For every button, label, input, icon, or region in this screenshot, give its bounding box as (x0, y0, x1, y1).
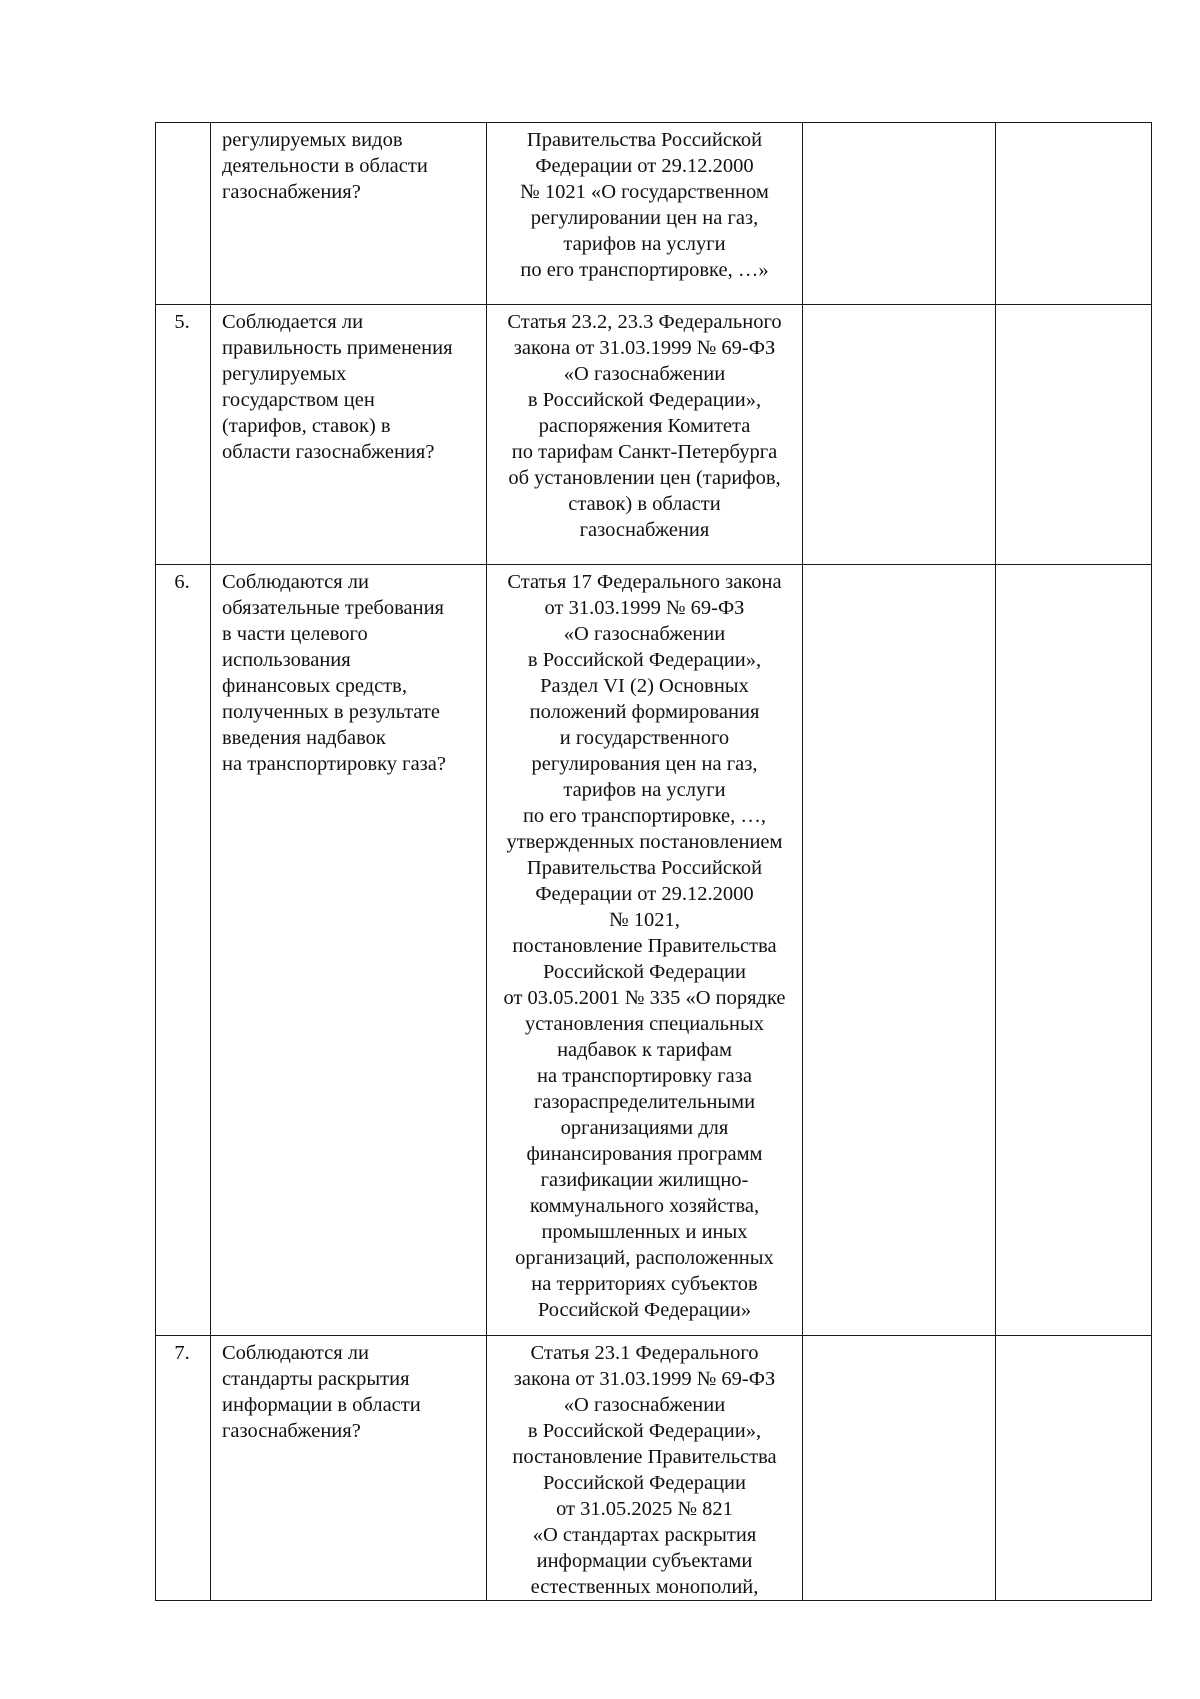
row-number-cell (156, 565, 211, 1336)
question-cell (211, 305, 487, 565)
legal-basis-cell (487, 123, 803, 305)
row-number-cell (156, 1336, 211, 1601)
row-number: 6. (174, 571, 190, 593)
row-number-cell (156, 123, 211, 305)
legal-basis-cell (487, 565, 803, 1336)
note-cell (996, 123, 1152, 305)
answer-cell (803, 565, 996, 1336)
row-number: 7. (174, 1342, 190, 1364)
legal-basis-text: Статья 23.1 Федерального закона от 31.03.1999 № 69-ФЗ «О газоснабжении в Российской Федерации», постановление Правительства Российской Федерации от 31.05.2025 № 821 «О стандартах раскрытия информации субъектами естественных монополий, (512, 1342, 777, 1598)
row-number (156, 123, 210, 127)
table-row (156, 123, 1152, 305)
table-row (156, 1336, 1152, 1601)
question-text: Соблюдается ли правильность применения регулируемых государством цен (тарифов, ставок) в области газоснабжения? (222, 311, 453, 463)
note-cell (996, 565, 1152, 1336)
question-cell (211, 123, 487, 305)
note-cell (996, 1336, 1152, 1601)
answer-cell (803, 305, 996, 565)
question-text: регулируемых видов деятельности в области газоснабжения? (222, 129, 428, 203)
answer-cell (803, 1336, 996, 1601)
row-number: 5. (174, 311, 190, 333)
note-cell (996, 305, 1152, 565)
question-text: Соблюдаются ли стандарты раскрытия информации в области газоснабжения? (222, 1342, 421, 1442)
question-cell (211, 565, 487, 1336)
question-text: Соблюдаются ли обязательные требования в части целевого использования финансовых средств, полученных в результате введения надбавок на транспортировку газа? (222, 571, 446, 775)
row-number-cell (156, 305, 211, 565)
legal-basis-cell (487, 1336, 803, 1601)
legal-basis-cell (487, 305, 803, 565)
table-row (156, 565, 1152, 1336)
question-cell (211, 1336, 487, 1601)
legal-basis-text: Статья 17 Федерального закона от 31.03.1999 № 69-ФЗ «О газоснабжении в Российской Федерации», Раздел VI (2) Основных положений формирования и государственного регулирования цен на газ, тарифов на услуги по его транспортировке, …, утвержденных постановлением Правительства Российской Федерации от 29.12.2000 № 1021, постановление Правительства Российской Федерации от 03.05.2001 № 335 «О порядке установления специальных надбавок к тарифам на транспортировку газа газораспределительными организациями для финансирования программ газификации жилищно- коммунального хозяйства, промышленных и иных организаций, расположенных на территориях субъектов Российской Федерации» (503, 571, 786, 1321)
answer-cell (803, 123, 996, 305)
legal-basis-text: Правительства Российской Федерации от 29.12.2000 № 1021 «О государственном регулировании цен на газ, тарифов на услуги по его транспортировке, …» (520, 129, 769, 281)
legal-basis-text: Статья 23.2, 23.3 Федерального закона от 31.03.1999 № 69-ФЗ «О газоснабжении в Российской Федерации», распоряжения Комитета по тарифам Санкт-Петербурга об установлении цен (тарифов, ставок) в области газоснабжения (507, 311, 782, 541)
checklist-table (155, 122, 1152, 1601)
table-row (156, 305, 1152, 565)
